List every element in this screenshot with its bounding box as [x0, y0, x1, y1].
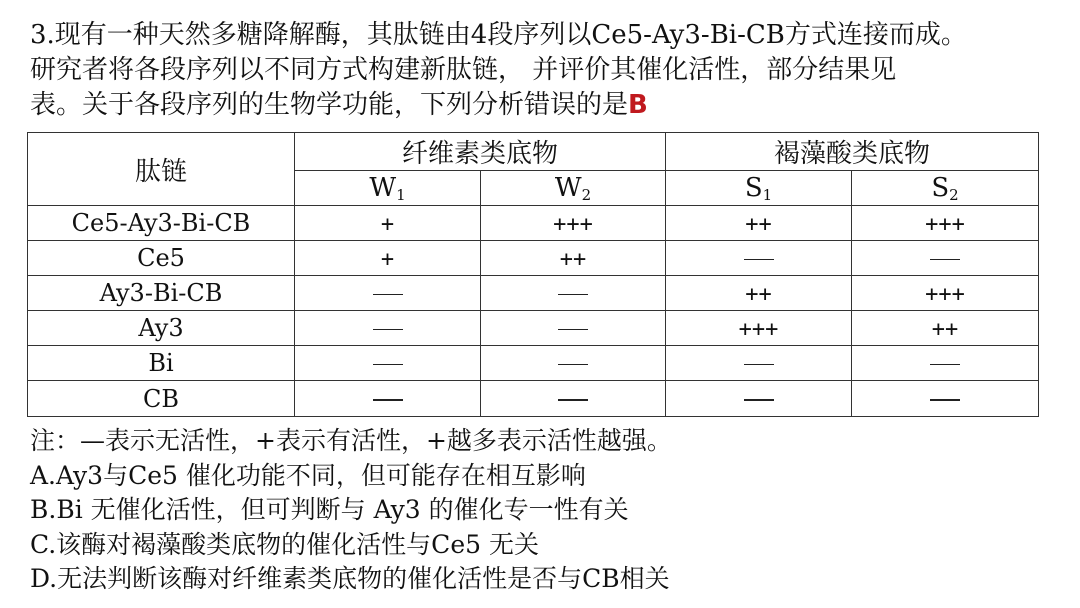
activity-cell — [852, 206, 1039, 241]
activity-cell — [295, 206, 481, 241]
activity-cell — [852, 381, 1039, 417]
no-activity-dash — [558, 294, 588, 296]
notes-and-options — [30, 424, 1070, 597]
activity-cell — [481, 311, 666, 346]
activity-cell — [481, 241, 666, 276]
activity-cell — [666, 206, 852, 241]
activity-cell — [295, 276, 481, 311]
peptide-name-cell: CB — [28, 381, 295, 417]
no-activity-dash — [930, 259, 960, 261]
activity-value: +++ — [553, 212, 593, 237]
question-line-2: 研究者将各段序列以不同方式构建新肽链， 并评价其催化活性，部分结果见 — [30, 55, 897, 85]
peptide-name-cell: Ay3-Bi-CB — [28, 276, 295, 311]
activity-cell — [295, 346, 481, 381]
activity-cell — [852, 311, 1039, 346]
peptide-name-cell: Bi — [28, 346, 295, 381]
option-c: C.该酶对褐藻酸类底物的催化活性与Ce5 无关 — [30, 529, 539, 559]
subcol-sub: 2 — [581, 185, 592, 204]
subcol-main: W — [369, 172, 397, 203]
no-activity-dash — [558, 329, 588, 331]
table-row — [28, 206, 1039, 241]
alginate-substrate-header: 褐藻酸类底物 — [666, 133, 1039, 171]
table-row — [28, 346, 1039, 381]
activity-value: + — [380, 212, 395, 237]
activity-value: ++ — [559, 247, 587, 272]
activity-value: +++ — [925, 282, 965, 307]
answer-mark: B — [628, 90, 648, 120]
activity-cell — [666, 381, 852, 417]
activity-cell — [481, 381, 666, 417]
table-note: 注：—表示无活性，+表示有活性，+越多表示活性越强。 — [30, 426, 672, 455]
table-row — [28, 276, 1039, 311]
peptide-name-cell: Ce5 — [28, 241, 295, 276]
table-header-row-1 — [28, 133, 1039, 171]
activity-value: +++ — [738, 317, 779, 342]
subcol-header — [295, 171, 481, 206]
activity-value: + — [380, 247, 395, 272]
activity-cell — [481, 276, 666, 311]
no-activity-dash — [373, 364, 403, 366]
no-activity-dash — [373, 294, 403, 296]
question-line-3 — [30, 88, 1070, 123]
cellulose-substrate-header: 纤维素类底物 — [295, 133, 666, 171]
activity-cell — [852, 276, 1039, 311]
subcol-header — [852, 171, 1039, 206]
subcol-header — [481, 171, 666, 206]
activity-cell — [481, 206, 666, 241]
no-activity-dash — [558, 364, 588, 366]
activity-cell — [666, 276, 852, 311]
no-activity-dash — [930, 399, 960, 401]
no-activity-dash — [558, 399, 588, 401]
subcol-sub: 1 — [762, 185, 773, 204]
no-activity-dash — [373, 399, 403, 401]
question-line-1: 3.现有一种天然多糖降解酶，其肽链由4段序列以Ce5-Ay3-Bi-CB方式连接而成。 — [30, 20, 967, 50]
table-row — [28, 311, 1039, 346]
activity-value: ++ — [745, 212, 772, 237]
no-activity-dash — [744, 259, 774, 261]
activity-cell — [666, 346, 852, 381]
activity-cell — [295, 311, 481, 346]
option-d: D.无法判断该酶对纤维素类底物的催化活性是否与CB相关 — [30, 564, 670, 593]
subcol-sub: 1 — [396, 185, 406, 204]
activity-cell — [852, 241, 1039, 276]
results-table — [27, 132, 1039, 417]
no-activity-dash — [744, 399, 774, 401]
activity-cell — [666, 241, 852, 276]
activity-cell — [481, 346, 666, 381]
subcol-header — [666, 171, 852, 206]
peptide-name-cell: Ce5-Ay3-Bi-CB — [28, 206, 295, 241]
activity-value: ++ — [931, 317, 959, 342]
no-activity-dash — [744, 364, 774, 366]
subcol-main: S — [931, 172, 950, 203]
activity-value: ++ — [745, 282, 772, 307]
option-b: B.Bi 无催化活性，但可判断与 Ay3 的催化专一性有关 — [30, 495, 629, 524]
no-activity-dash — [373, 329, 403, 331]
table-row — [28, 241, 1039, 276]
subcol-sub: 2 — [949, 185, 959, 204]
peptide-column-header: 肽链 — [28, 133, 295, 206]
peptide-name-cell: Ay3 — [28, 311, 295, 346]
question-stem — [30, 18, 1070, 123]
table-row — [28, 381, 1039, 417]
activity-cell — [666, 311, 852, 346]
activity-cell — [295, 241, 481, 276]
subcol-main: W — [554, 172, 582, 203]
no-activity-dash — [930, 364, 960, 366]
activity-value: +++ — [925, 212, 965, 237]
table-body — [28, 206, 1039, 417]
activity-cell — [295, 381, 481, 417]
subcol-main: S — [744, 172, 763, 203]
option-a: A.Ay3与Ce5 催化功能不同，但可能存在相互影响 — [30, 460, 586, 490]
question-line-3-text: 表。关于各段序列的生物学功能，下列分析错误的是 — [30, 90, 629, 120]
activity-cell — [852, 346, 1039, 381]
